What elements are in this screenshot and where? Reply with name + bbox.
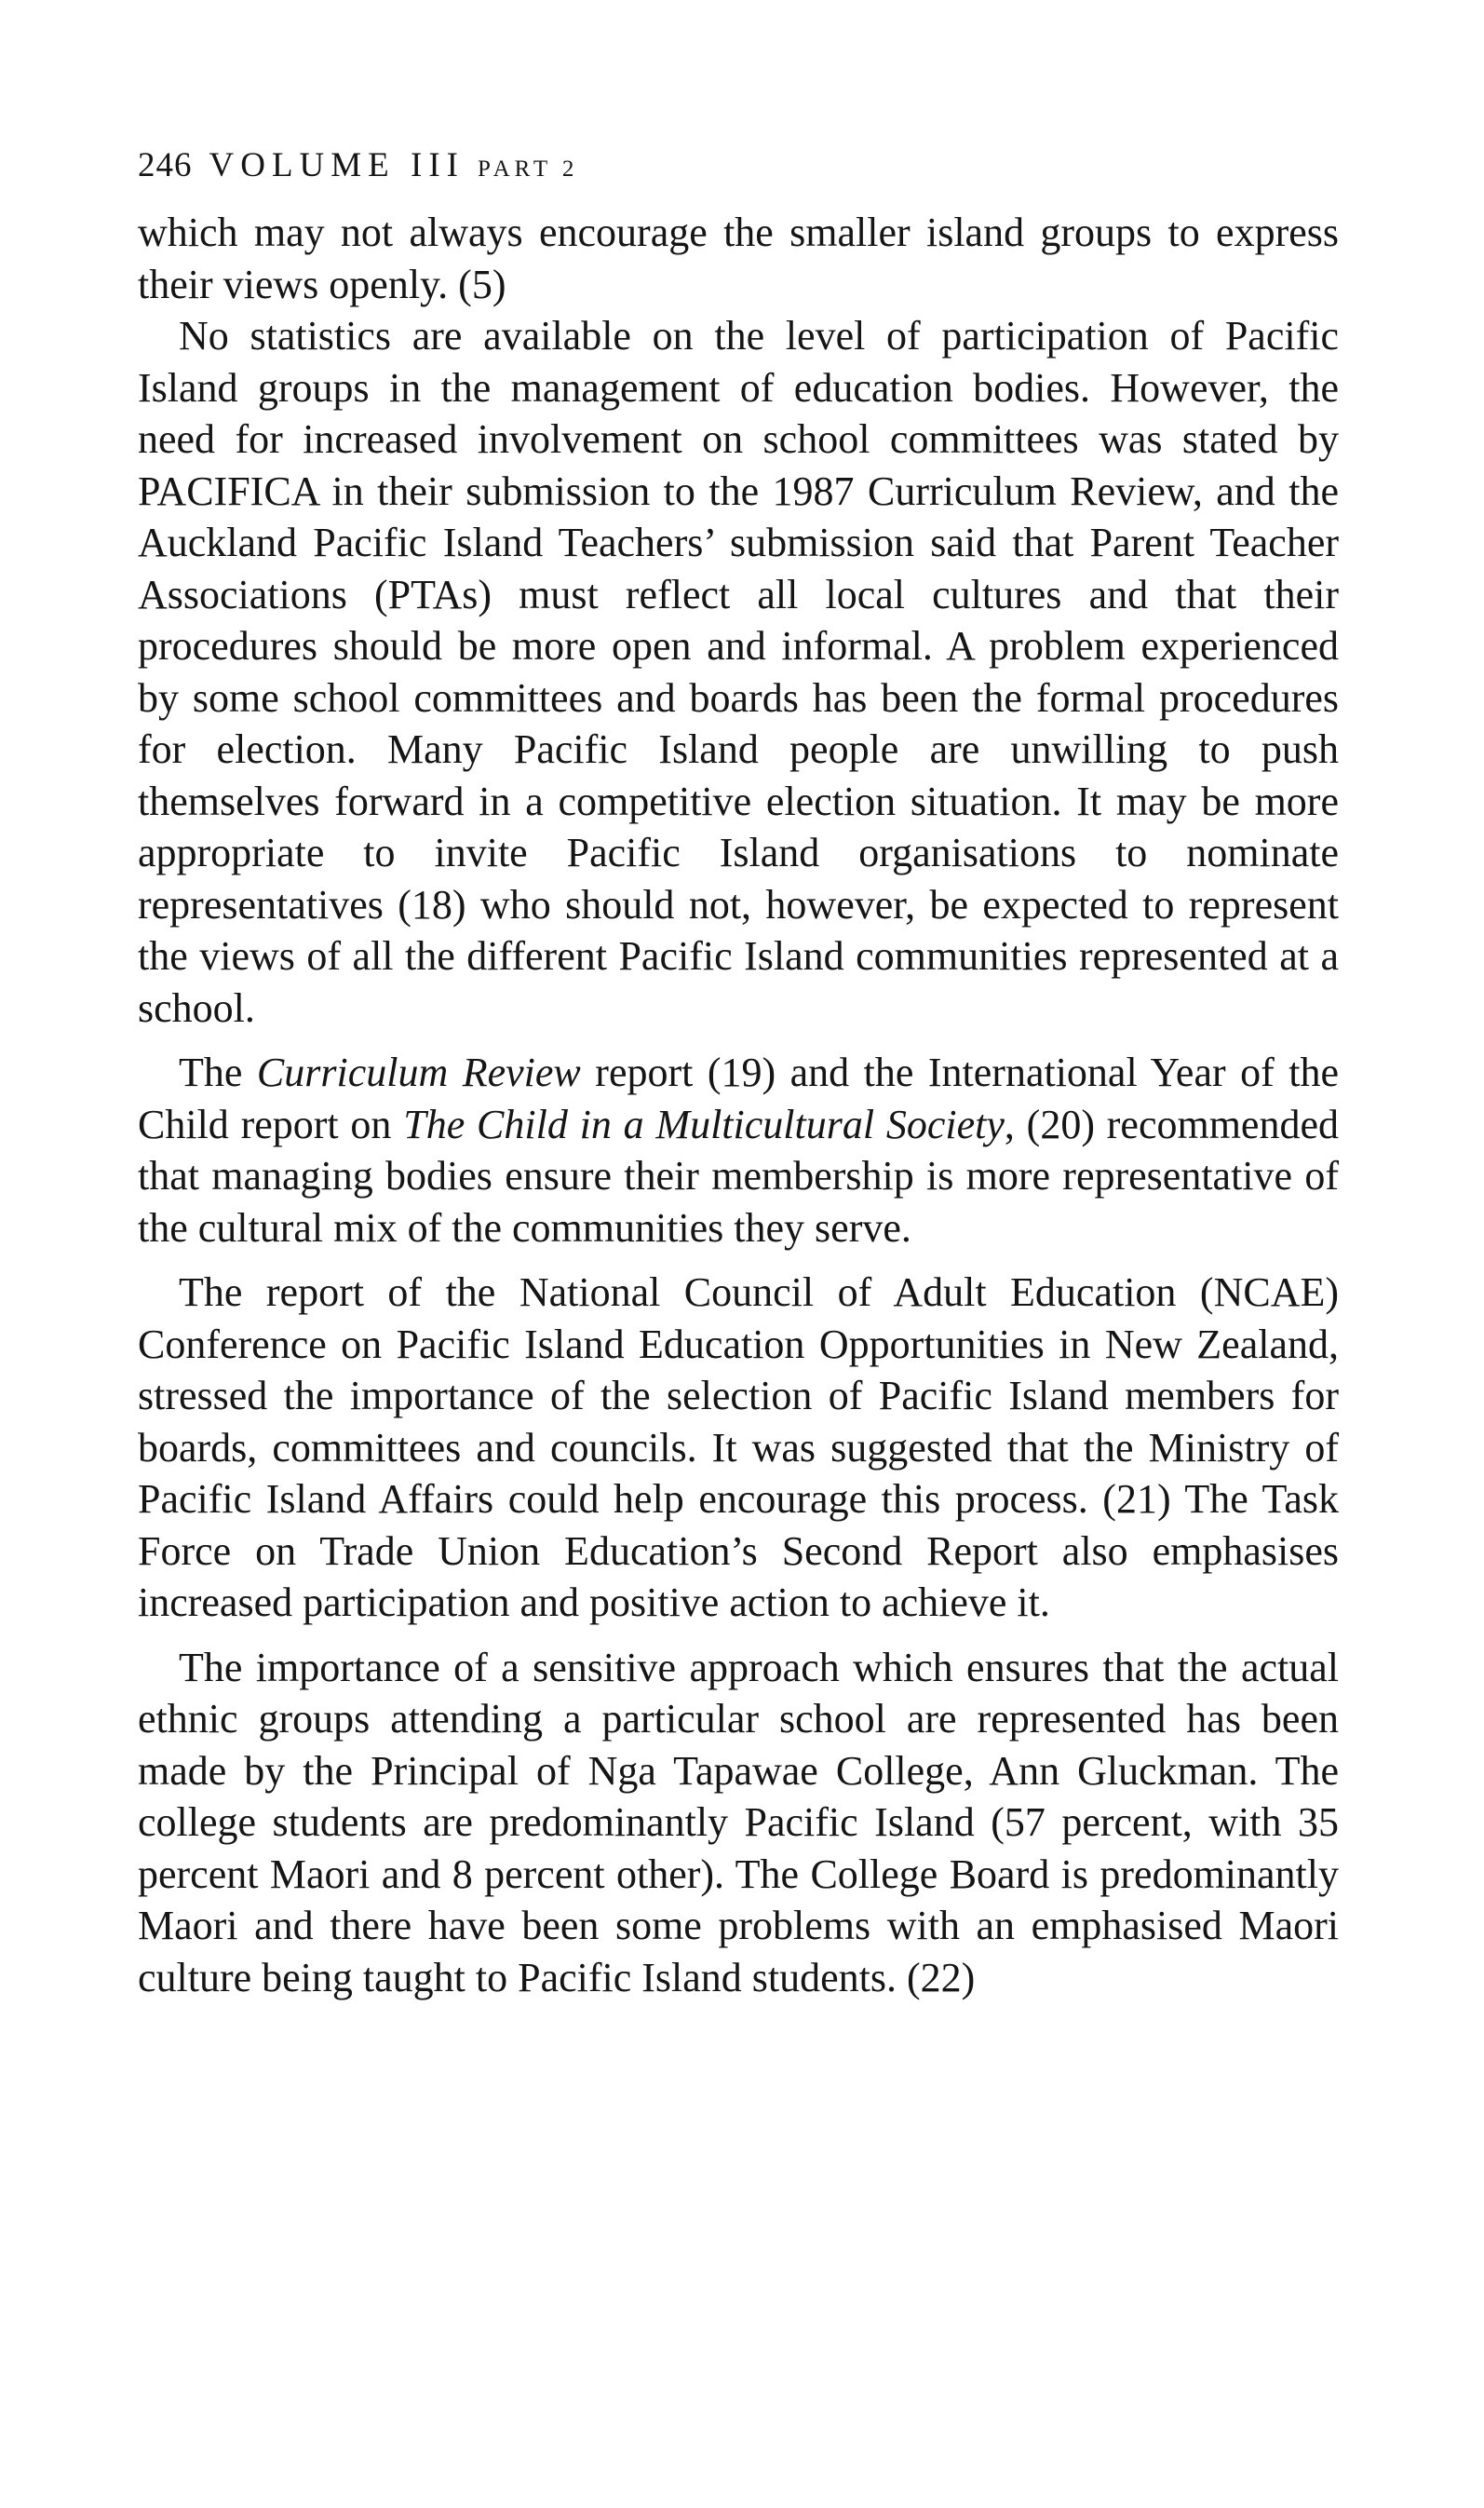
p3-text-1: The [179,1050,257,1095]
paragraph-sensitive-approach: The importance of a sensitive approach which ensures that the actual ethnic groups attending a particular school are represented has been made by the Principal of Nga Tapawae College, Ann Gluckman. The college students are predominantly Pacific Island (57 percent, with 35 percent Maori and 8 percent other). The College Board is predominantly Maori and there have been some problems with an emphasised Maori culture being taught to Pacific Island students. (22) [138,1644,1339,2000]
book-page [138,140,1339,2003]
p3-text-2: report (19) and the International Year of the Child report on [138,1050,1340,1147]
p3-text-3: , (20) recommended that managing bodies ensure their membership is more representative of the cultural mix of the communities they serve. [138,1101,1339,1251]
running-head [138,140,1339,186]
paragraph-curriculum-review [138,1047,1339,1254]
p3-title-child-multicultural: The Child in a Multicultural Society [403,1101,1005,1147]
volume-label: VOLUME III [209,146,465,184]
part-label: PART 2 [477,156,579,182]
paragraph-continued: which may not always encourage the smaller island groups to express their views openly. (5) [138,210,1339,307]
page-number: 246 [138,146,193,184]
paragraph-statistics: No statistics are available on the level of participation of Pacific Island groups in the management of education bodies. However, the need for increased involvement on school committees was stated by PACIFICA in their submission to the 1987 Curriculum Review, and the Auckland Pacific Island Teachers’ submission said that Parent Teacher Associations (PTAs) must reflect all local cultures and that their procedures should be more open and informal. A problem experienced by some school committees and boards has been the formal procedures for election. Many Pacific Island people are unwilling to push themselves forward in a competitive election situation. It may be more appropriate to invite Pacific Island organisations to nominate representatives (18) who should not, however, be expected to represent the views of all the different Pacific Island communities represented at a school. [138,313,1339,1031]
paragraph-ncae-report: The report of the National Council of Adult Education (NCAE) Conference on Pacific Island Education Opportunities in New Zealand, stressed the importance of the selection of Pacific Island members for boards, committees and councils. It was suggested that the Ministry of Pacific Island Affairs could help encourage this process. (21) The Task Force on Trade Union Education’s Second Report also emphasises increased participation and positive action to achieve it. [138,1269,1339,1625]
p3-title-curriculum-review: Curriculum Review [256,1050,581,1095]
